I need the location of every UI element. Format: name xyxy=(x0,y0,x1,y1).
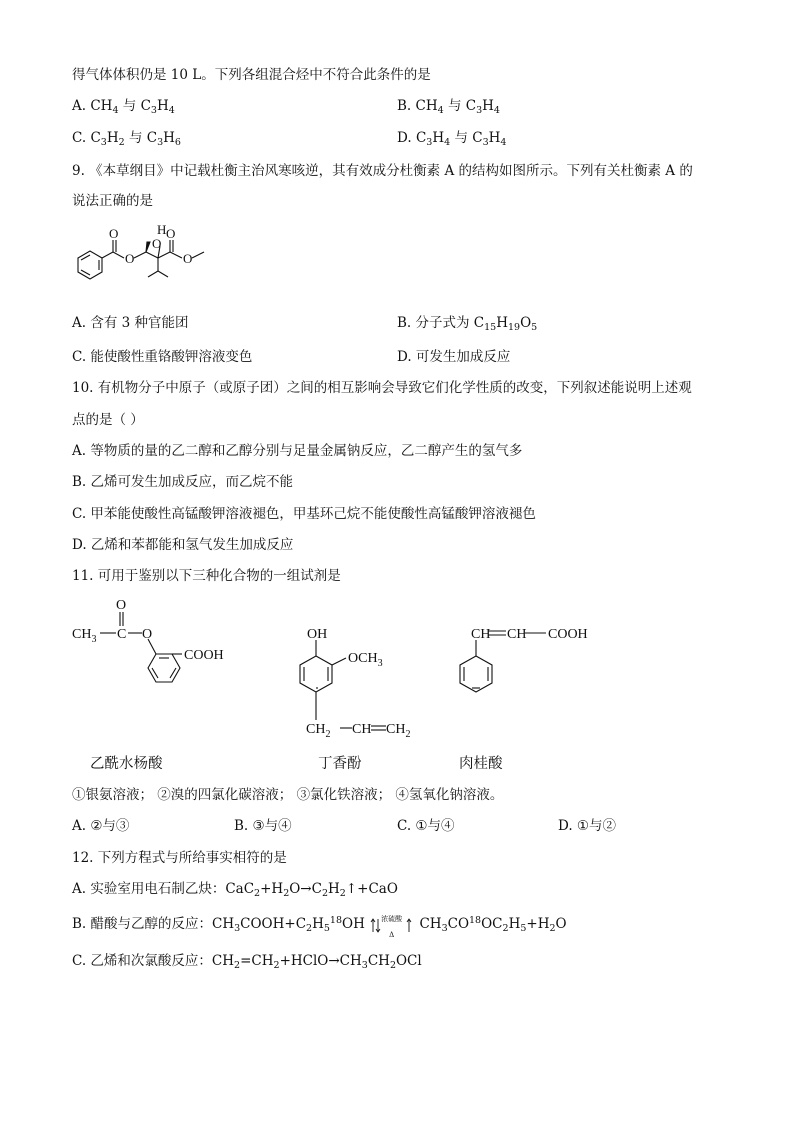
h-atom-label: H xyxy=(157,222,167,237)
svg-text:OCH3 xyxy=(348,651,383,669)
ch-label: CH xyxy=(352,722,372,737)
ch-label: CH xyxy=(507,627,527,642)
q11-stem: 11. 可用于鉴别以下三种化合物的一组试剂是 xyxy=(72,568,341,584)
o-atom-label: O xyxy=(166,226,176,241)
oh-label: OH xyxy=(307,627,328,642)
eugenol-structure xyxy=(290,620,420,746)
q8-option-b[interactable]: B. $CH_4$ 与 $C_3H_4$ xyxy=(397,98,500,116)
o-atom-label: O xyxy=(109,226,119,241)
q9-option-d[interactable]: D. 可发生加成反应 xyxy=(397,349,511,365)
ch2-label: CH xyxy=(306,722,326,737)
o-atom-label: O xyxy=(142,627,153,642)
q11-reagents: ①银氨溶液； ②溴的四氯化碳溶液； ③氯化铁溶液； ④氢氧化钠溶液。 xyxy=(72,787,504,803)
mol3-name: 肉桂酸 xyxy=(459,756,503,772)
q8-option-a[interactable]: A. $CH_4$ 与 $C_3H_4$ xyxy=(72,98,175,116)
q9-option-a[interactable]: A. 含有 3 种官能团 xyxy=(72,315,189,331)
q9-stem-line1: 9. 《本草纲目》中记载杜衡主治风寒咳逆，其有效成分杜衡素 A 的结构如图所示。下列有关杜衡素 A 的 xyxy=(72,163,693,179)
q12-stem: 12. 下列方程式与所给事实相符的是 xyxy=(72,850,287,866)
q11-option-d[interactable]: D. ①与② xyxy=(558,818,617,834)
cinnamic-acid-structure xyxy=(450,620,610,704)
och3-label: OCH xyxy=(348,651,378,666)
q11-option-a[interactable]: A. ②与③ xyxy=(72,818,130,834)
q9-option-b[interactable]: B. 分子式为 $C_{15}H_{19}O_5$ xyxy=(397,315,538,333)
q11-option-c[interactable]: C. ①与④ xyxy=(397,818,455,834)
q8-option-d[interactable]: D. $C_3H_4$ 与 $C_3H_4$ xyxy=(397,130,507,148)
q10-option-c[interactable]: C. 甲苯能使酸性高锰酸钾溶液褪色，甲基环己烷不能使酸性高锰酸钾溶液褪色 xyxy=(72,506,536,522)
q9-option-c[interactable]: C. 能使酸性重铬酸钾溶液变色 xyxy=(72,349,253,365)
q10-stem-line2: 点的是（ ） xyxy=(72,412,144,428)
mol1-name: 乙酰水杨酸 xyxy=(90,756,163,772)
o-atom-label: O xyxy=(183,251,193,266)
q10-stem-line1: 10. 有机物分子中原子（或原子团）之间的相互影响会导致它们化学性质的改变，下列叙述能说明上述观 xyxy=(72,380,692,396)
q10-option-d[interactable]: D. 乙烯和苯都能和氢气发生加成反应 xyxy=(72,537,294,553)
q8-option-c[interactable]: C. $C_3H_2$ 与 $C_3H_6$ xyxy=(72,130,181,148)
subscript: 3 xyxy=(377,658,383,669)
o-atom-label: O xyxy=(125,251,135,266)
subscript: 2 xyxy=(325,729,331,740)
q10-option-a[interactable]: A. 等物质的量的乙二醇和乙醇分别与足量金属钠反应，乙二醇产生的氢气多 xyxy=(72,443,523,459)
acetylsalicylic-acid-structure xyxy=(70,596,240,708)
subscript: 2 xyxy=(405,729,411,740)
dehengsu-a-structure xyxy=(68,222,228,298)
subscript: 3 xyxy=(91,634,97,645)
reversible-arrow: 浓硫酸 Δ xyxy=(369,916,415,934)
o-atom-label: O xyxy=(152,236,162,251)
q9-stem-line2: 说法正确的是 xyxy=(72,193,153,209)
q11-option-b[interactable]: B. ③与④ xyxy=(234,818,292,834)
ch3-label: CH xyxy=(72,627,92,642)
ch-label: CH xyxy=(471,627,491,642)
c-atom-label: C xyxy=(117,627,127,642)
intro-line: 得气体体积仍是 10 L。下列各组混合烃中不符合此条件的是 xyxy=(72,67,431,83)
cooh-label: COOH xyxy=(184,648,224,663)
cooh-label: COOH xyxy=(548,627,588,642)
svg-text:CH2 xyxy=(386,722,410,740)
mol2-name: 丁香酚 xyxy=(318,756,362,772)
ch2-label: CH xyxy=(386,722,406,737)
svg-text:CH2 xyxy=(306,722,330,740)
q12-option-c[interactable]: C. 乙烯和次氯酸反应：$CH_2=CH_2+HClO\to CH_3CH_2OCl$ xyxy=(72,953,422,971)
q10-option-b[interactable]: B. 乙烯可发生加成反应，而乙烷不能 xyxy=(72,474,294,490)
q12-option-b[interactable]: B. 醋酸与乙醇的反应：$CH_3COOH+C_2H_5^{18}OH$ 浓硫酸 Δ $CH_3CO^{18}OC_2H_5+H_2O$ xyxy=(72,914,567,939)
o-atom-label: O xyxy=(116,598,127,613)
q12-option-a[interactable]: A. 实验室用电石制乙炔：$CaC_2+H_2O\to C_2H_2↑+CaO$ xyxy=(72,881,398,899)
svg-text:CH3 xyxy=(72,627,96,645)
